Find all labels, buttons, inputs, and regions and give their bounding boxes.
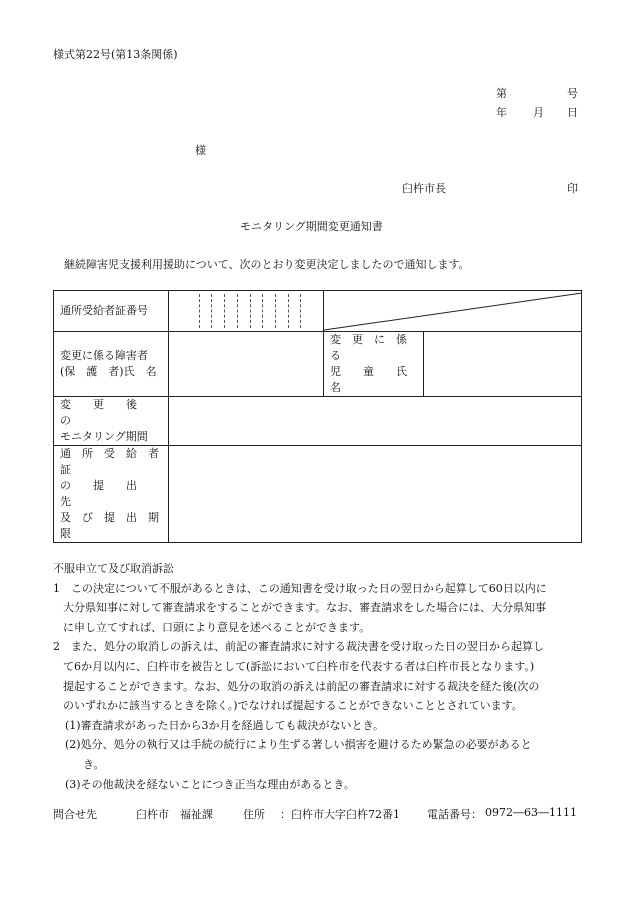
- date-month: 月: [533, 106, 544, 119]
- guardian-label-line1: 変更に係る障害者: [60, 349, 148, 362]
- date-year: 年: [496, 106, 507, 119]
- guardian-name-field[interactable]: [169, 332, 324, 397]
- number-label-go: 号: [567, 87, 578, 100]
- submission-label-line1: 通 所 受 給 者 証: [60, 447, 170, 476]
- appeal-p1-line3: に申し立てすれば、口頭により意見を述べることができます。: [63, 620, 371, 634]
- diagonal-cell: [324, 291, 582, 332]
- intro-text: 継続障害児支援利用援助について、次のとおり変更決定しましたので通知します。: [64, 258, 470, 271]
- submission-label-line2: の 提 出 先: [60, 479, 159, 508]
- cert-submission-field[interactable]: [169, 446, 582, 543]
- child-label-line1: 変 更 に 係 る: [330, 333, 418, 362]
- monitoring-period-field[interactable]: [169, 397, 582, 446]
- monitoring-label-line1: 変 更 後 の: [60, 398, 159, 427]
- guardian-label-line2: (保 護 者)氏 名: [60, 365, 157, 378]
- seal-mark: 印: [567, 182, 578, 195]
- guardian-name-label: [54, 332, 169, 397]
- diagonal-line: [324, 292, 582, 331]
- recipient-suffix: 様: [195, 144, 206, 157]
- document-title: モニタリング期間変更通知書: [240, 220, 383, 233]
- digit-boxes: [187, 294, 313, 328]
- recipient-cert-number-label: [54, 291, 169, 332]
- submission-label-line3: 及 び 提 出 期 限: [60, 511, 170, 540]
- contact-phone-label: 電話番号：: [427, 808, 482, 821]
- form-id: 様式第22号(第13条関係): [53, 48, 178, 61]
- appeal-p2-line2: て6か月以内に、臼杵市を被告として(訴訟において臼杵市を代表する者は臼杵市長となります。): [63, 659, 535, 673]
- recipient-cert-number-field[interactable]: [169, 291, 324, 332]
- date-day: 日: [567, 106, 578, 119]
- appeal-p1-line2: 大分県知事に対して審査請求をすることができます。なお、審査請求をした場合には、大分県知事: [63, 601, 547, 615]
- appeal-item1: (1)審査請求があった日から3か月を経過しても裁決がないとき。: [65, 718, 385, 732]
- contact-phone: 0972―63―1111: [485, 806, 577, 819]
- child-name-label: [324, 332, 429, 397]
- appeal-p2-line3: 提起することができます。なお、処分の取消の訴えは前記の審査請求に対する裁決を経た後(次の: [63, 679, 540, 693]
- monitoring-label-line2: モニタリング期間: [60, 430, 148, 443]
- appeal-p1-line1: 1 この決定について不服があるときは、この通知書を受け取った日の翌日から起算して60日以内に: [53, 581, 547, 595]
- appeal-section: [53, 559, 588, 794]
- appeal-item2-line1: (2)処分、処分の執行又は手続の続行により生ずる著しい損害を避けるため緊急の必要があると: [65, 738, 532, 752]
- row1-label: 通所受給者証番号: [60, 304, 148, 317]
- cert-submission-label: [54, 446, 169, 543]
- issuer: 臼杵市長: [402, 182, 446, 195]
- contact-label: 問合せ先: [53, 808, 97, 821]
- child-name-field[interactable]: [424, 332, 582, 397]
- notice-form-table: [53, 290, 582, 543]
- appeal-p2-line1: 2 また、処分の取消しの訴えは、前記の審査請求に対する裁決書を受け取った日の翌日から起算し: [53, 640, 544, 654]
- number-label-dai: 第: [496, 87, 507, 100]
- appeal-p2-line4: のいずれかに該当するときを除く。)でなければ提起することができないこととされています。: [63, 699, 523, 713]
- appeal-item2-line2: き。: [83, 757, 105, 771]
- contact-address: ：臼杵市大字臼杵72番1: [280, 808, 400, 821]
- child-label-line2: 児 童 氏 名: [330, 365, 429, 394]
- monitoring-period-label: [54, 397, 169, 446]
- contact-address-label: 住所: [243, 808, 265, 821]
- appeal-item3: (3)その他裁決を経ないことにつき正当な理由があるとき。: [65, 777, 355, 791]
- contact-dept: 臼杵市 福祉課: [136, 808, 213, 821]
- appeal-heading: 不服申立て及び取消訴訟: [53, 562, 174, 575]
